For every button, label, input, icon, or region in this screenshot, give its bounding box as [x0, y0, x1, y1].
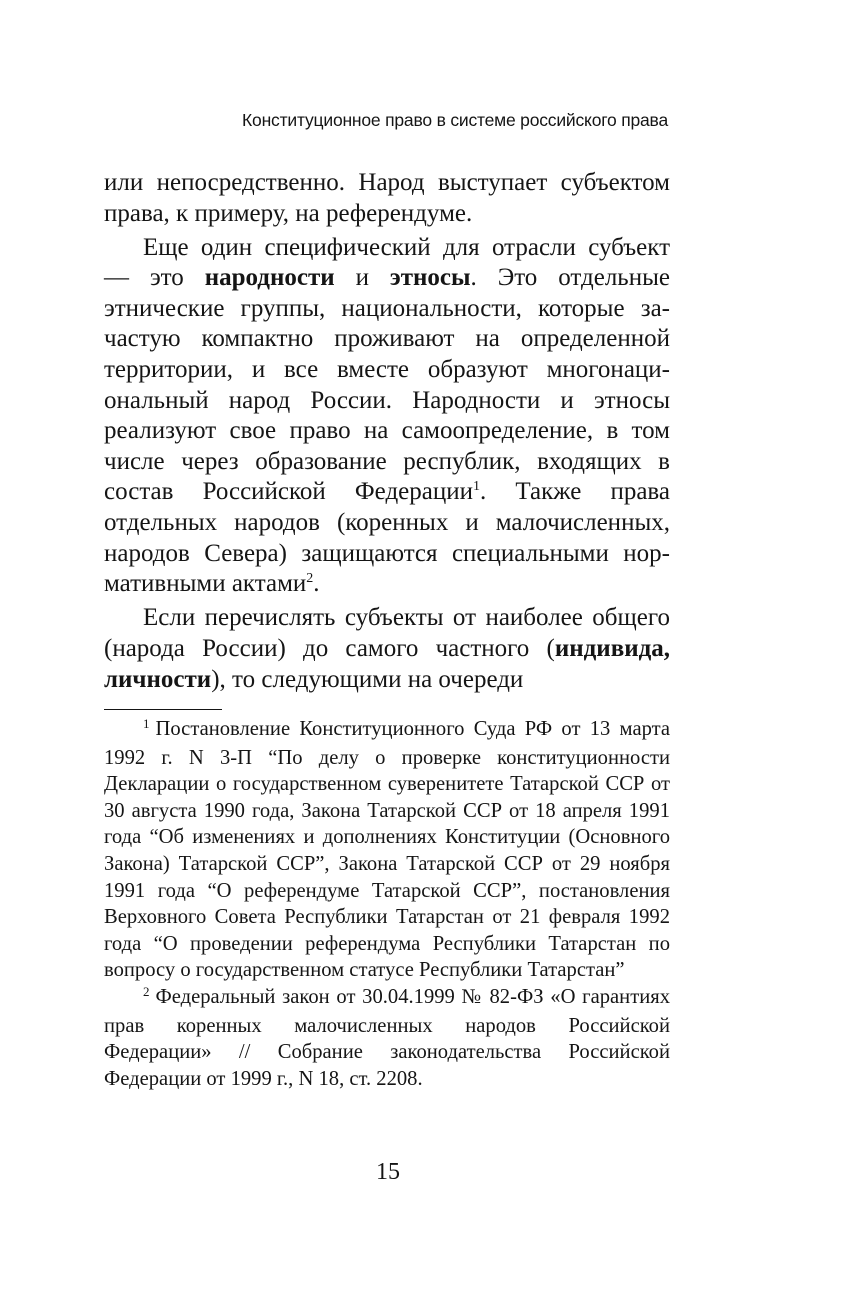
paragraph-1: или непосредственно. Народ выступает субъектом права, к примеру, на референдуме. — [104, 169, 670, 227]
footnote-text: Постановление Конституционного Суда РФ от 13 марта 1992 г. N 3-П “По делу о проверке конституционности Декларации о государственном суверенитете Татарской ССР от 30 августа 1990 года, Закона Татарской ССР от 18 апреля 1991 года “Об изменениях и дополнениях Конституции (Основного Закона) Татарской ССР”, Закона Татарской ССР от 29 ноября 1991 года “О референдуме Татарской ССР”, постановления Верховного Совета Республики Татарстан от 21 февраля 1992 года “О проведении референдума Республики Татарстан по вопросу о государственном статусе Республики Татарстан” — [104, 718, 670, 982]
text-run: ), то следующими на очереди — [211, 665, 524, 693]
footnote-2 — [104, 984, 670, 1092]
main-text — [104, 168, 670, 695]
term-narodnosti: народности — [204, 264, 335, 292]
term-etnosy: этносы — [389, 264, 471, 292]
footnote-text: Федеральный закон от 30.04.1999 № 82-ФЗ «О гарантиях прав коренных малочисленных народов Российской Федерации» // Собрание законодательства Российской Федерации от 1999 г., N 18, ст. 2208. — [104, 985, 670, 1090]
paragraph-3 — [104, 603, 670, 695]
footnote-separator — [104, 709, 222, 710]
page-number: 15 — [376, 1159, 400, 1185]
footnotes — [104, 716, 670, 1092]
text-run: . Это отдельные этнические группы, национальности, которые зачастую компактно проживают на определенной территории, и все вместе образуют многонациональный народ России. Народности и этносы реализуют свое право на самоопределение, в том числе через образование республик, входящих в состав Российской Федерации — [104, 264, 670, 506]
text-run: . Также права отдельных народов (коренных и малочисленных, народов Севера) защищаются специальными нормативными актами — [104, 478, 670, 598]
term-individ-lichnost: индивида, личности — [104, 634, 670, 693]
text-run: Если перечислять субъекты от наиболее общего (народа России) до самого частного ( — [104, 604, 670, 662]
footnote-ref-2: 2 — [306, 571, 314, 587]
text-run: и — [334, 264, 390, 292]
paragraph-2 — [104, 233, 670, 600]
footnote-mark: 2 — [143, 983, 150, 999]
running-header: Конституционное право в системе российского права — [242, 110, 668, 130]
footnote-ref-1: 1 — [473, 479, 480, 495]
text-run: Еще один специфический для отрасли субъект — это — [104, 233, 670, 292]
footnote-mark: 1 — [143, 716, 150, 731]
footnote-1 — [104, 716, 670, 984]
text-run: . — [313, 570, 320, 598]
